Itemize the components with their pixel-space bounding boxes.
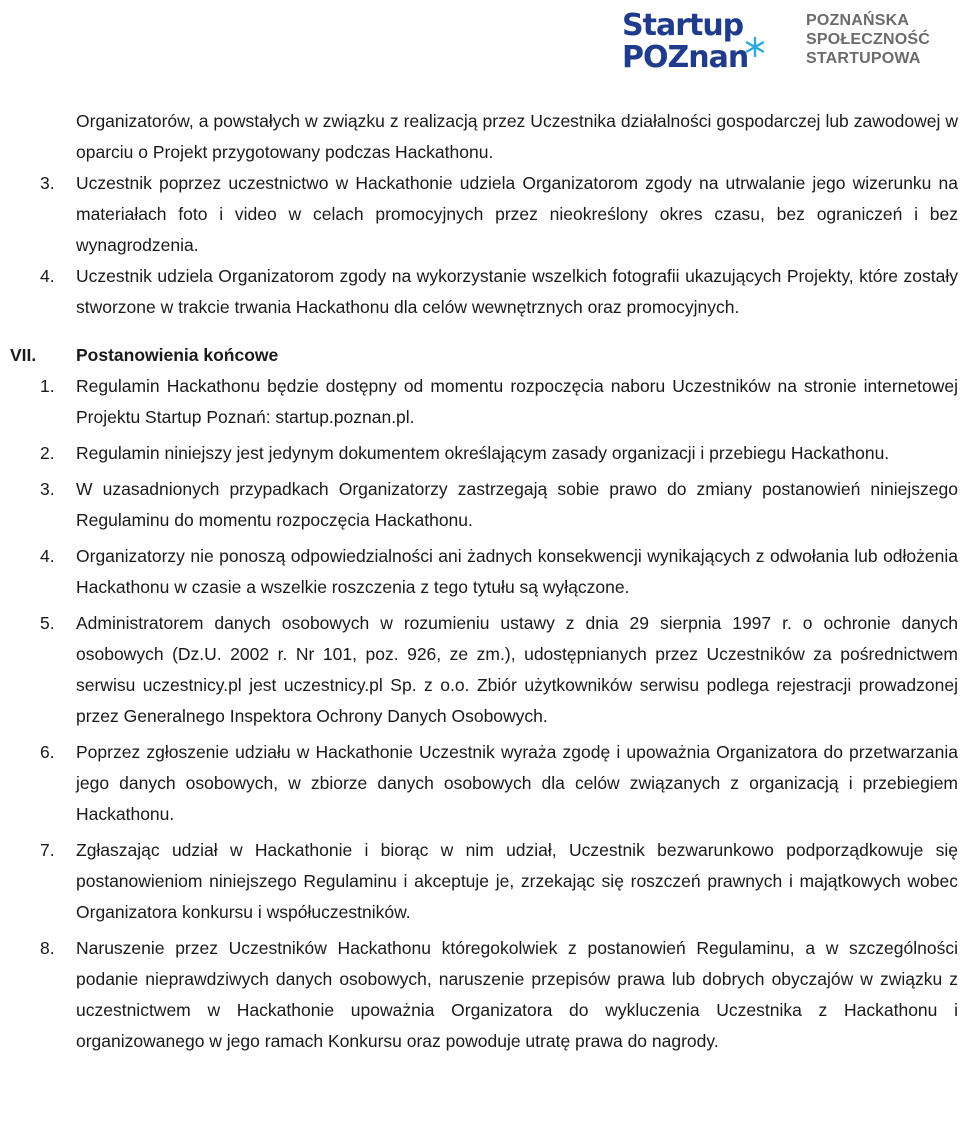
logo-word-poznan: POZnan — [622, 40, 749, 75]
document-body — [10, 106, 958, 1057]
list-item — [40, 933, 958, 1057]
list-item — [40, 835, 958, 928]
logo-tagline — [806, 11, 956, 68]
section-number: VII. — [10, 345, 37, 365]
paragraph-continuation: Organizatorów, a powstałych w związku z realizacją przez Uczestnika działalności gospodarczej lub zawodowej w oparciu o Projekt przygotowany podczas Hackathonu. — [76, 111, 958, 162]
item-text: Administratorem danych osobowych w rozumieniu ustawy z dnia 29 sierpnia 1997 r. o ochronie danych osobowych (Dz.U. 2002 r. Nr 101, poz. 926, ze zm.), udostępnianych przez Uczestników za pośrednictwem serwisu uczestnicy.pl jest uczestnicy.pl Sp. z o.o. Zbiór użytkowników serwisu podlega rejestracji prowadzonej przez Generalnego Inspektora Ochrony Danych Osobowych. — [76, 613, 958, 726]
section-heading — [10, 340, 958, 371]
section-title: Postanowienia końcowe — [76, 345, 279, 365]
item-text: Regulamin niniejszy jest jedynym dokumentem określającym zasady organizacji i przebiegu Hackathonu. — [76, 443, 890, 463]
list-item — [40, 541, 958, 603]
tagline-line: SPOŁECZNOŚĆ — [806, 31, 930, 48]
item-text: Organizatorzy nie ponoszą odpowiedzialności ani żadnych konsekwencji wynikających z odwołania lub odłożenia Hackathonu w czasie a wszelkie roszczenia z tego tytułu są wyłączone. — [76, 546, 958, 597]
item-number: 8. — [40, 938, 55, 958]
item-text: Zgłaszając udział w Hackathonie i biorąc w nim udział, Uczestnik bezwarunkowo podporządkowuje się postanowieniom niniejszego Regulaminu i akceptuje je, zrzekając się roszczeń prawnych i majątkowych wobec Organizatora konkursu i współuczestników. — [76, 840, 958, 922]
item-text: Uczestnik poprzez uczestnictwo w Hackathonie udziela Organizatorom zgody na utrwalanie jego wizerunku na materiałach foto i video w celach promocyjnych przez nieokreślony okres czasu, bez ograniczeń i bez wynagrodzenia. — [76, 173, 958, 255]
item-number: 2. — [40, 443, 55, 463]
item-number: 3. — [40, 479, 55, 499]
item-number: 4. — [40, 546, 55, 566]
tagline-line: STARTUPOWA — [806, 50, 921, 67]
star-icon — [744, 36, 766, 58]
item-text: Naruszenie przez Uczestników Hackathonu któregokolwiek z postanowień Regulaminu, a w szczególności podanie nieprawdziwych danych osobowych, naruszenie przepisów prawa lub dobrych obyczajów w związku z uczestnictwem w Hackathonie upoważnia Organizatora do wykluczenia Uczestnika z Hackathonu i organizowanego w jego ramach Konkursu oraz powoduje utratę prawa do nagrody. — [76, 938, 958, 1051]
logo-word-startup: Startup — [622, 8, 744, 43]
list-item — [40, 474, 958, 536]
list-item — [40, 261, 958, 323]
list-item — [40, 737, 958, 830]
item-number: 5. — [40, 613, 55, 633]
list-item — [40, 438, 958, 469]
item-number: 6. — [40, 742, 55, 762]
tagline-line: POZNAŃSKA — [806, 12, 910, 29]
startup-poznan-logo — [620, 8, 950, 78]
item-number: 7. — [40, 840, 55, 860]
item-number: 1. — [40, 376, 55, 396]
item-text: W uzasadnionych przypadkach Organizatorzy zastrzegają sobie prawo do zmiany postanowień niniejszego Regulaminu do momentu rozpoczęcia Hackathonu. — [76, 479, 958, 530]
list-item — [40, 371, 958, 433]
item-text: Poprzez zgłoszenie udziału w Hackathonie Uczestnik wyraża zgodę i upoważnia Organizatora do przetwarzania jego danych osobowych, w zbiorze danych osobowych dla celów związanych z organizacją i przebiegiem Hackathonu. — [76, 742, 958, 824]
item-number: 4. — [40, 266, 55, 286]
item-text: Uczestnik udziela Organizatorom zgody na wykorzystanie wszelkich fotografii ukazujących Projekty, które zostały stworzone w trakcie trwania Hackathonu dla celów wewnętrznych oraz promocyjnych. — [76, 266, 958, 317]
list-item — [40, 168, 958, 261]
logo-wordmark — [620, 8, 770, 78]
item-text: Regulamin Hackathonu będzie dostępny od momentu rozpoczęcia naboru Uczestników na stronie internetowej Projektu Startup Poznań: startup.poznan.pl. — [76, 376, 958, 427]
list-item — [40, 608, 958, 732]
item-number: 3. — [40, 173, 55, 193]
